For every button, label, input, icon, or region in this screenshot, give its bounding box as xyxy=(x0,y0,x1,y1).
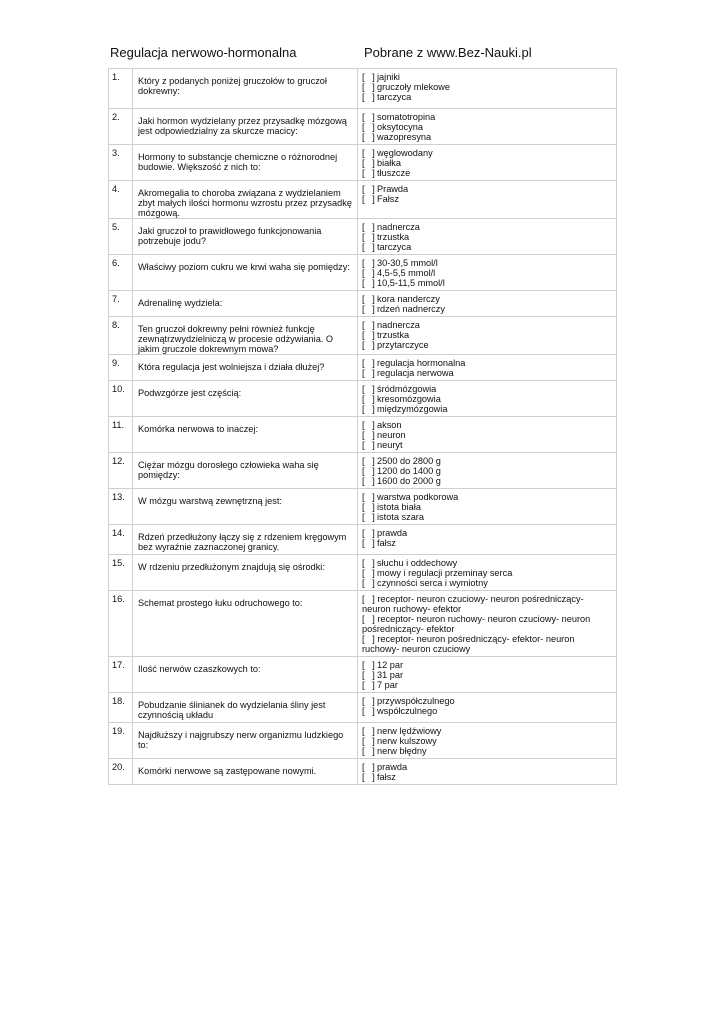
question-cell xyxy=(133,69,358,109)
answer-option-label: nadnercza xyxy=(377,222,420,232)
question-cell xyxy=(133,657,358,693)
question-row xyxy=(109,181,617,219)
answer-option[interactable] xyxy=(362,294,614,304)
question-cell xyxy=(133,181,358,219)
question-row xyxy=(109,555,617,591)
answer-option[interactable] xyxy=(362,122,614,132)
question-cell xyxy=(133,145,358,181)
question-number: 14. xyxy=(109,525,133,555)
question-text: Która regulacja jest wolniejsza i działa dłużej? xyxy=(138,362,325,372)
answer-option-label: gruczoły mlekowe xyxy=(377,82,451,92)
answer-checkbox[interactable]: [ ] xyxy=(362,762,375,772)
answer-options xyxy=(358,219,617,255)
answer-checkbox[interactable]: [ ] xyxy=(362,222,375,232)
answer-option-label: czynności serca i wymiotny xyxy=(377,578,488,588)
answer-checkbox[interactable]: [ ] xyxy=(362,502,375,512)
answer-option-label: regulacja nerwowa xyxy=(377,368,454,378)
answer-option-label: nerw błędny xyxy=(377,746,427,756)
answer-option-label: akson xyxy=(377,420,402,430)
answer-option[interactable] xyxy=(362,512,614,522)
question-text: Ciężar mózgu dorosłego człowieka waha się pomiędzy: xyxy=(138,460,319,480)
answer-checkbox[interactable]: [ ] xyxy=(362,294,375,304)
answer-checkbox[interactable]: [ ] xyxy=(362,158,375,168)
answer-checkbox[interactable]: [ ] xyxy=(362,440,375,450)
answer-option-label: receptor- neuron pośredniczący- efektor- neuron ruchowy- neuron czuciowy xyxy=(362,634,575,654)
answer-options xyxy=(358,453,617,489)
answer-checkbox[interactable]: [ ] xyxy=(362,430,375,440)
question-text: Hormony to substancje chemiczne o różnorodnej budowie. Większość z nich to: xyxy=(138,152,338,172)
question-row xyxy=(109,255,617,291)
question-cell xyxy=(133,453,358,489)
question-row xyxy=(109,291,617,317)
answer-option[interactable] xyxy=(362,82,614,92)
question-cell xyxy=(133,489,358,525)
answer-checkbox[interactable]: [ ] xyxy=(362,148,375,158)
question-text: Najdłuższy i najgrubszy nerw organizmu ludzkiego to: xyxy=(138,730,344,750)
answer-option-label: współczulnego xyxy=(377,706,438,716)
source-label: Pobrane z www.Bez-Nauki.pl xyxy=(364,45,532,60)
answer-checkbox[interactable]: [ ] xyxy=(362,340,375,350)
answer-option[interactable] xyxy=(362,148,614,158)
answer-option[interactable] xyxy=(362,404,614,414)
answer-option[interactable] xyxy=(362,158,614,168)
question-cell xyxy=(133,317,358,355)
answer-option-label: przywspółczulnego xyxy=(377,696,455,706)
question-cell xyxy=(133,723,358,759)
question-text: Jaki gruczoł to prawidłowego funkcjonowania potrzebuje jodu? xyxy=(138,226,322,246)
question-text: W mózgu warstwą zewnętrzną jest: xyxy=(138,496,282,506)
question-text: Jaki hormon wydzielany przez przysadkę mózgową jest odpowiedzialny za skurcze macicy: xyxy=(138,116,347,136)
answer-option[interactable] xyxy=(362,358,614,368)
answer-option[interactable] xyxy=(362,278,614,288)
answer-checkbox[interactable]: [ ] xyxy=(362,660,375,670)
answer-option[interactable] xyxy=(362,538,614,548)
question-text: Który z podanych poniżej gruczołów to gruczoł dokrewny: xyxy=(138,76,327,96)
answer-option[interactable] xyxy=(362,614,614,634)
answer-checkbox[interactable]: [ ] xyxy=(362,696,375,706)
answer-option-label: 7 par xyxy=(377,680,398,690)
answer-checkbox[interactable]: [ ] xyxy=(362,420,375,430)
question-number: 17. xyxy=(109,657,133,693)
answer-options xyxy=(358,145,617,181)
answer-option[interactable] xyxy=(362,194,614,204)
answer-checkbox[interactable]: [ ] xyxy=(362,614,375,624)
answer-options xyxy=(358,381,617,417)
answer-option[interactable] xyxy=(362,528,614,538)
answer-checkbox[interactable]: [ ] xyxy=(362,578,375,588)
answer-option-label: słuchu i oddechowy xyxy=(377,558,458,568)
question-text: Ten gruczoł dokrewny pełni również funkcję zewnątrzwydzielniczą w procesie odżywiania. O jakim gruczole dokrewnym mowa? xyxy=(138,324,334,354)
answer-checkbox[interactable]: [ ] xyxy=(362,330,375,340)
question-row xyxy=(109,355,617,381)
question-number: 5. xyxy=(109,219,133,255)
answer-option-label: 31 par xyxy=(377,670,404,680)
answer-option[interactable] xyxy=(362,440,614,450)
question-text: Podwzgórze jest częścią: xyxy=(138,388,242,398)
answer-option-label: trzustka xyxy=(377,232,410,242)
answer-option-label: 4,5-5,5 mmol/l xyxy=(377,268,436,278)
answer-option-label: receptor- neuron ruchowy- neuron czuciowy- neuron pośredniczący- efektor xyxy=(362,614,591,634)
answer-option[interactable] xyxy=(362,242,614,252)
question-row xyxy=(109,693,617,723)
answer-options xyxy=(358,417,617,453)
answer-options xyxy=(358,355,617,381)
answer-option-label: 30-30,5 mmol/l xyxy=(377,258,438,268)
answer-option[interactable] xyxy=(362,696,614,706)
answer-option-label: istota biała xyxy=(377,502,421,512)
answer-option-label: 1200 do 1400 g xyxy=(377,466,441,476)
answer-option[interactable] xyxy=(362,184,614,194)
answer-option-label: 1600 do 2000 g xyxy=(377,476,441,486)
answer-option-label: nadnercza xyxy=(377,320,420,330)
answer-checkbox[interactable]: [ ] xyxy=(362,358,375,368)
answer-options xyxy=(358,723,617,759)
question-cell xyxy=(133,355,358,381)
answer-option-label: jajniki xyxy=(377,72,400,82)
answer-option-label: kresomózgowia xyxy=(377,394,441,404)
answer-checkbox[interactable]: [ ] xyxy=(362,670,375,680)
answer-options xyxy=(358,69,617,109)
answer-option-label: prawda xyxy=(377,528,408,538)
answer-checkbox[interactable]: [ ] xyxy=(362,368,375,378)
question-row xyxy=(109,657,617,693)
question-number: 11. xyxy=(109,417,133,453)
answer-option-label: nerw kulszowy xyxy=(377,736,437,746)
question-number: 8. xyxy=(109,317,133,355)
answer-option-label: regulacja hormonalna xyxy=(377,358,466,368)
answer-checkbox[interactable]: [ ] xyxy=(362,232,375,242)
answer-option[interactable] xyxy=(362,368,614,378)
answer-option-label: 2500 do 2800 g xyxy=(377,456,441,466)
answer-option[interactable] xyxy=(362,420,614,430)
question-cell xyxy=(133,109,358,145)
answer-checkbox[interactable]: [ ] xyxy=(362,726,375,736)
answer-checkbox[interactable]: [ ] xyxy=(362,258,375,268)
answer-checkbox[interactable]: [ ] xyxy=(362,404,375,414)
answer-checkbox[interactable]: [ ] xyxy=(362,634,375,644)
answer-option[interactable] xyxy=(362,304,614,314)
answer-option[interactable] xyxy=(362,670,614,680)
answer-options xyxy=(358,525,617,555)
answer-option-label: warstwa podkorowa xyxy=(377,492,459,502)
answer-option[interactable] xyxy=(362,394,614,404)
question-cell xyxy=(133,381,358,417)
answer-option[interactable] xyxy=(362,634,614,654)
question-cell xyxy=(133,555,358,591)
answer-option[interactable] xyxy=(362,660,614,670)
question-number: 6. xyxy=(109,255,133,291)
answer-option-label: białka xyxy=(377,158,402,168)
answer-option-label: tarczyca xyxy=(377,92,412,102)
answer-option[interactable] xyxy=(362,268,614,278)
answer-option[interactable] xyxy=(362,466,614,476)
answer-options xyxy=(358,657,617,693)
answer-option[interactable] xyxy=(362,492,614,502)
answer-options xyxy=(358,693,617,723)
answer-option[interactable] xyxy=(362,258,614,268)
question-number: 9. xyxy=(109,355,133,381)
answer-option[interactable] xyxy=(362,222,614,232)
answer-checkbox[interactable]: [ ] xyxy=(362,278,375,288)
answer-checkbox[interactable]: [ ] xyxy=(362,706,375,716)
answer-option-label: przytarczyce xyxy=(377,340,429,350)
question-number: 4. xyxy=(109,181,133,219)
answer-option[interactable] xyxy=(362,578,614,588)
answer-option[interactable] xyxy=(362,726,614,736)
answer-options xyxy=(358,255,617,291)
question-text: Komórka nerwowa to inaczej: xyxy=(138,424,259,434)
question-text: Właściwy poziom cukru we krwi waha się pomiędzy: xyxy=(138,262,350,272)
answer-option-label: 10,5-11,5 mmol/l xyxy=(377,278,445,288)
question-number: 10. xyxy=(109,381,133,417)
answer-options xyxy=(358,759,617,785)
answer-checkbox[interactable]: [ ] xyxy=(362,746,375,756)
answer-option[interactable] xyxy=(362,680,614,690)
answer-checkbox[interactable]: [ ] xyxy=(362,268,375,278)
question-number: 19. xyxy=(109,723,133,759)
question-text: Schemat prostego łuku odruchowego to: xyxy=(138,598,303,608)
answer-option[interactable] xyxy=(362,762,614,772)
answer-checkbox[interactable]: [ ] xyxy=(362,476,375,486)
page-header xyxy=(110,45,620,65)
answer-option-label: nerw lędźwiowy xyxy=(377,726,442,736)
question-cell xyxy=(133,291,358,317)
answer-checkbox[interactable]: [ ] xyxy=(362,384,375,394)
question-number: 2. xyxy=(109,109,133,145)
answer-checkbox[interactable]: [ ] xyxy=(362,92,375,102)
question-number: 20. xyxy=(109,759,133,785)
answer-checkbox[interactable]: [ ] xyxy=(362,304,375,314)
answer-option[interactable] xyxy=(362,736,614,746)
answer-option[interactable] xyxy=(362,168,614,178)
question-number: 3. xyxy=(109,145,133,181)
question-text: Ilość nerwów czaszkowych to: xyxy=(138,664,261,674)
answer-option[interactable] xyxy=(362,456,614,466)
question-number: 12. xyxy=(109,453,133,489)
question-row xyxy=(109,591,617,657)
answer-option[interactable] xyxy=(362,384,614,394)
answer-option-label: węglowodany xyxy=(377,148,433,158)
answer-checkbox[interactable]: [ ] xyxy=(362,184,375,194)
answer-checkbox[interactable]: [ ] xyxy=(362,568,375,578)
answer-checkbox[interactable]: [ ] xyxy=(362,320,375,330)
answer-checkbox[interactable]: [ ] xyxy=(362,394,375,404)
answer-option[interactable] xyxy=(362,746,614,756)
question-row xyxy=(109,69,617,109)
answer-option-label: somatotropina xyxy=(377,112,436,122)
question-cell xyxy=(133,591,358,657)
answer-option-label: rdzeń nadnerczy xyxy=(377,304,445,314)
answer-option-label: prawda xyxy=(377,762,408,772)
quiz-table xyxy=(108,68,617,785)
answer-options xyxy=(358,489,617,525)
answer-checkbox[interactable]: [ ] xyxy=(362,512,375,522)
question-text: W rdzeniu przedłużonym znajdują się ośrodki: xyxy=(138,562,325,572)
answer-options xyxy=(358,317,617,355)
question-row xyxy=(109,453,617,489)
answer-checkbox[interactable]: [ ] xyxy=(362,112,375,122)
answer-option[interactable] xyxy=(362,706,614,716)
answer-option[interactable] xyxy=(362,330,614,340)
answer-option-label: 12 par xyxy=(377,660,404,670)
answer-checkbox[interactable]: [ ] xyxy=(362,558,375,568)
question-row xyxy=(109,317,617,355)
question-text: Rdzeń przedłużony łączy się z rdzeniem kręgowym bez wyraźnie zaznaczonej granicy. xyxy=(138,532,347,552)
question-cell xyxy=(133,525,358,555)
answer-option[interactable] xyxy=(362,132,614,142)
question-row xyxy=(109,723,617,759)
question-cell xyxy=(133,759,358,785)
answer-option-label: wazopresyna xyxy=(377,132,432,142)
answer-checkbox[interactable]: [ ] xyxy=(362,168,375,178)
answer-checkbox[interactable]: [ ] xyxy=(362,466,375,476)
answer-option[interactable] xyxy=(362,558,614,568)
question-row xyxy=(109,525,617,555)
answer-checkbox[interactable]: [ ] xyxy=(362,132,375,142)
answer-checkbox[interactable]: [ ] xyxy=(362,72,375,82)
answer-option-label: istota szara xyxy=(377,512,424,522)
answer-option[interactable] xyxy=(362,320,614,330)
question-number: 16. xyxy=(109,591,133,657)
answer-option[interactable] xyxy=(362,568,614,578)
question-row xyxy=(109,759,617,785)
answer-checkbox[interactable]: [ ] xyxy=(362,772,375,782)
question-cell xyxy=(133,219,358,255)
answer-checkbox[interactable]: [ ] xyxy=(362,492,375,502)
answer-checkbox[interactable]: [ ] xyxy=(362,456,375,466)
question-text: Pobudzanie ślinianek do wydzielania śliny jest czynnością układu xyxy=(138,700,326,720)
answer-checkbox[interactable]: [ ] xyxy=(362,736,375,746)
answer-option[interactable] xyxy=(362,772,614,782)
answer-option-label: oksytocyna xyxy=(377,122,423,132)
answer-option-label: śródmózgowia xyxy=(377,384,437,394)
question-row xyxy=(109,109,617,145)
question-row xyxy=(109,145,617,181)
answer-option-label: międzymózgowia xyxy=(377,404,448,414)
answer-options xyxy=(358,555,617,591)
answer-option-label: kora nanderczy xyxy=(377,294,440,304)
answer-checkbox[interactable]: [ ] xyxy=(362,194,375,204)
question-row xyxy=(109,417,617,453)
answer-option[interactable] xyxy=(362,476,614,486)
answer-options xyxy=(358,291,617,317)
answer-checkbox[interactable]: [ ] xyxy=(362,242,375,252)
answer-option[interactable] xyxy=(362,430,614,440)
answer-option[interactable] xyxy=(362,502,614,512)
answer-options xyxy=(358,109,617,145)
answer-option-label: neuron xyxy=(377,430,406,440)
answer-option-label: Prawda xyxy=(377,184,409,194)
answer-option-label: trzustka xyxy=(377,330,410,340)
answer-option[interactable] xyxy=(362,92,614,102)
answer-option-label: fałsz xyxy=(377,772,396,782)
answer-options xyxy=(358,181,617,219)
question-number: 13. xyxy=(109,489,133,525)
answer-checkbox[interactable]: [ ] xyxy=(362,594,375,604)
question-row xyxy=(109,489,617,525)
question-row xyxy=(109,381,617,417)
question-number: 7. xyxy=(109,291,133,317)
answer-option[interactable] xyxy=(362,112,614,122)
answer-checkbox[interactable]: [ ] xyxy=(362,122,375,132)
question-text: Komórki nerwowe są zastępowane nowymi. xyxy=(138,766,317,776)
answer-option[interactable] xyxy=(362,340,614,350)
answer-option-label: mowy i regulacji przeminay serca xyxy=(377,568,513,578)
answer-checkbox[interactable]: [ ] xyxy=(362,538,375,548)
answer-option[interactable] xyxy=(362,232,614,242)
question-row xyxy=(109,219,617,255)
question-number: 18. xyxy=(109,693,133,723)
question-number: 1. xyxy=(109,69,133,109)
question-number: 15. xyxy=(109,555,133,591)
question-text: Adrenalinę wydziela: xyxy=(138,298,223,308)
question-cell xyxy=(133,693,358,723)
answer-options xyxy=(358,591,617,657)
answer-checkbox[interactable]: [ ] xyxy=(362,680,375,690)
answer-option-label: tłuszcze xyxy=(377,168,411,178)
question-cell xyxy=(133,417,358,453)
question-text: Akromegalia to choroba związana z wydzielaniem zbyt małych ilości hormonu wzrostu przez przysadkę mózgową. xyxy=(138,188,352,218)
question-cell xyxy=(133,255,358,291)
answer-option-label: tarczyca xyxy=(377,242,412,252)
answer-option-label: fałsz xyxy=(377,538,396,548)
answer-option-label: Fałsz xyxy=(377,194,399,204)
page-title: Regulacja nerwowo-hormonalna xyxy=(110,45,297,60)
answer-checkbox[interactable]: [ ] xyxy=(362,528,375,538)
answer-option-label: receptor- neuron czuciowy- neuron pośredniczący- neuron ruchowy- efektor xyxy=(362,594,584,614)
answer-option[interactable] xyxy=(362,594,614,614)
answer-checkbox[interactable]: [ ] xyxy=(362,82,375,92)
answer-option-label: neuryt xyxy=(377,440,403,450)
answer-option[interactable] xyxy=(362,72,614,82)
